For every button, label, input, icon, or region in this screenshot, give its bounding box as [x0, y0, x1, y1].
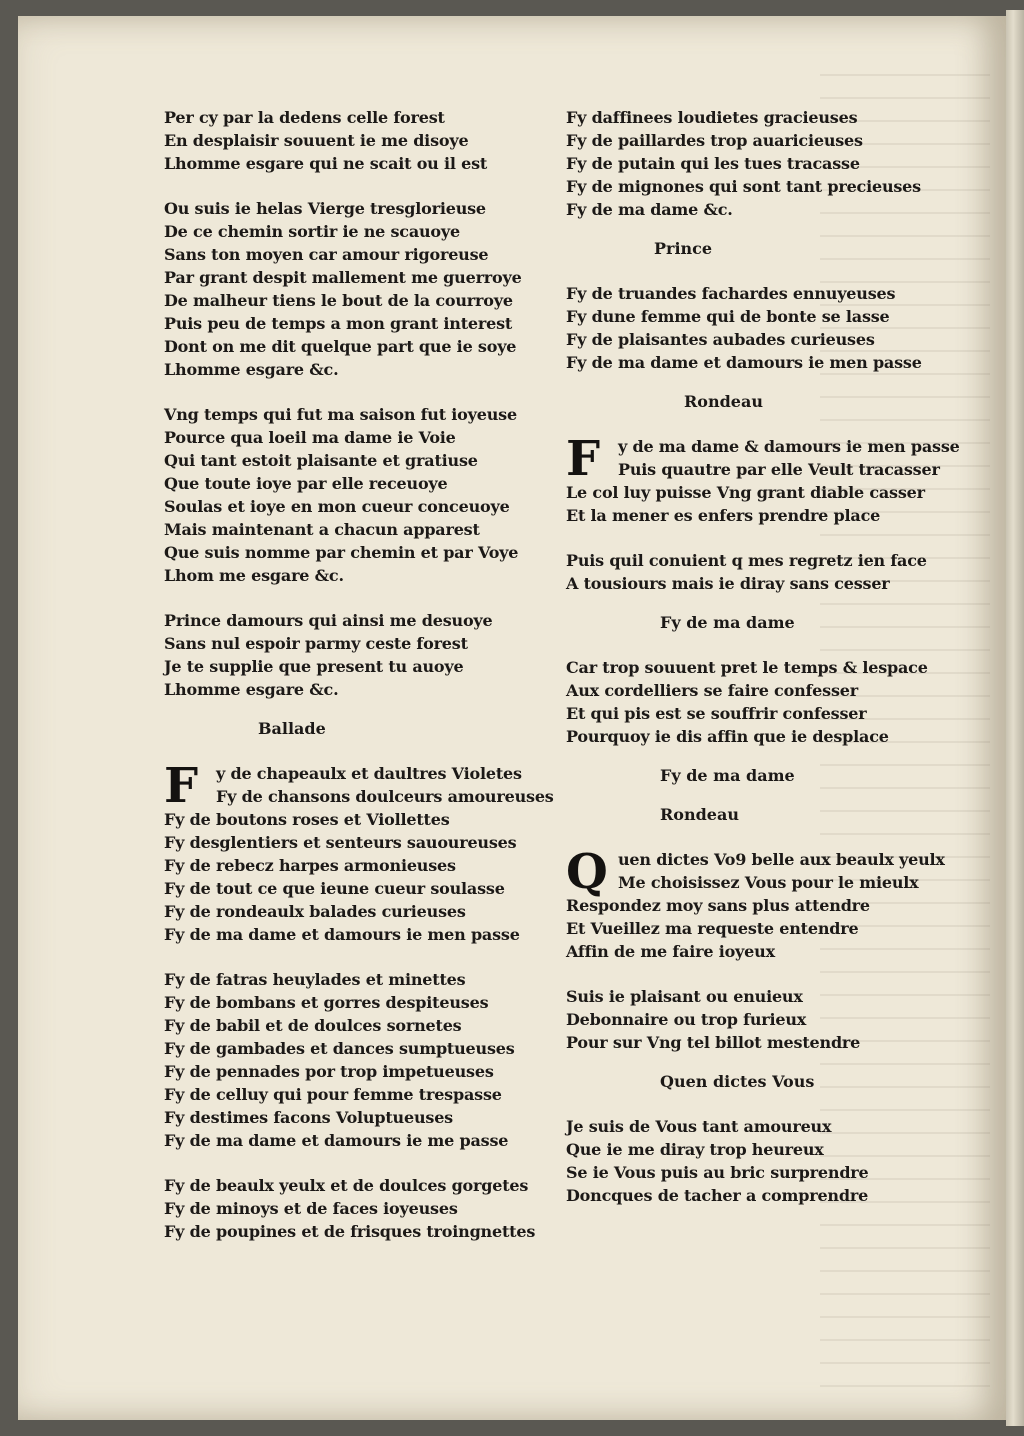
refrain: Fy de ma dame: [660, 613, 795, 632]
ballade-opening: [164, 758, 554, 814]
rondeau-heading: Rondeau: [684, 392, 763, 411]
stanza: [164, 403, 544, 587]
verse-line: Fy de poupines et de frisques troingnettes: [164, 1222, 536, 1241]
verse-line: Lhomme esgare qui ne scait ou il est: [164, 154, 488, 173]
verse-line: Aux cordelliers se faire confesser: [566, 681, 858, 700]
verse-line: Debonnaire ou trop furieux: [566, 1010, 807, 1029]
verse-line: Fy de chansons doulceurs amoureuses: [216, 787, 554, 806]
verse-line: Et la mener es enfers prendre place: [566, 506, 881, 525]
stanza: [164, 106, 544, 175]
verse-line: Fy de minoys et de faces ioyeuses: [164, 1199, 458, 1218]
verse-line: Je suis de Vous tant amoureux: [566, 1117, 832, 1136]
verse-line: Lhom me esgare &c.: [164, 566, 344, 585]
verse-line: Fy de ma dame et damours ie men passe: [164, 925, 520, 944]
verse-line: En desplaisir souuent ie me disoye: [164, 131, 469, 150]
verse-line: Fy de babil et de doulces sornetes: [164, 1016, 462, 1035]
stanza: [164, 968, 544, 1152]
verse-line: Que ie me diray trop heureux: [566, 1140, 824, 1159]
verse-line: Fy de plaisantes aubades curieuses: [566, 330, 875, 349]
verse-line: Fy de paillardes trop auaricieuses: [566, 131, 863, 150]
verse-line: Fy dune femme qui de bonte se lasse: [566, 307, 890, 326]
refrain: Quen dictes Vous: [660, 1072, 815, 1091]
verse-line: uen dictes Vo9 belle aux beaulx yeulx: [618, 850, 945, 869]
verse-line: Soulas et ioye en mon cueur conceuoye: [164, 497, 510, 516]
rondeau-opening: [566, 431, 960, 487]
verse-line: Je te supplie que present tu auoye: [164, 657, 464, 676]
verse-line: De malheur tiens le bout de la courroye: [164, 291, 513, 310]
verse-line: Affin de me faire ioyeux: [566, 942, 775, 961]
verse-line: Fy daffinees loudietes gracieuses: [566, 108, 858, 127]
verse-line: Le col luy puisse Vng grant diable casser: [566, 483, 925, 502]
verse-line: Pour sur Vng tel billot mestendre: [566, 1033, 861, 1052]
verse-line: Et qui pis est se souffrir confesser: [566, 704, 867, 723]
verse-line: Fy de beaulx yeulx et de doulces gorgetes: [164, 1176, 529, 1195]
verse-line: Vng temps qui fut ma saison fut ioyeuse: [164, 405, 517, 424]
drop-capital: F: [566, 431, 601, 487]
verse-line: Et Vueillez ma requeste entendre: [566, 919, 859, 938]
verse-line: Qui tant estoit plaisante et gratiuse: [164, 451, 478, 470]
verse-line: Puis peu de temps a mon grant interest: [164, 314, 513, 333]
verse-line: Ou suis ie helas Vierge tresglorieuse: [164, 199, 486, 218]
verse-line: Sans ton moyen car amour rigoreuse: [164, 245, 489, 264]
verse-line: Fy de gambades et dances sumptueuses: [164, 1039, 515, 1058]
verse-line: Que toute ioye par elle receuoye: [164, 474, 448, 493]
verse-line: Par grant despit mallement me guerroye: [164, 268, 522, 287]
verse-line: Fy de celluy qui pour femme trespasse: [164, 1085, 502, 1104]
verse-line: Fy de ma dame et damours ie me passe: [164, 1131, 509, 1150]
verse-line: Fy de rondeaulx balades curieuses: [164, 902, 466, 921]
verse-line: Fy de tout ce que ieune cueur soulasse: [164, 879, 505, 898]
verse-line: Me choisissez Vous pour le mieulx: [618, 873, 919, 892]
stanza: [566, 656, 946, 748]
drop-capital: Q: [566, 844, 608, 900]
drop-capital: F: [164, 758, 199, 814]
verse-line: Lhomme esgare &c.: [164, 680, 339, 699]
verse-line: Fy destimes facons Voluptueuses: [164, 1108, 453, 1127]
left-column: [164, 106, 554, 1243]
verse-line: Mais maintenant a chacun apparest: [164, 520, 480, 539]
verse-line: Doncques de tacher a comprendre: [566, 1186, 869, 1205]
verse-line: y de ma dame & damours ie men passe: [618, 437, 960, 456]
stanza: [164, 197, 544, 381]
prince-heading: Prince: [654, 239, 713, 258]
verse-line: Fy de rebecz harpes armonieuses: [164, 856, 456, 875]
verse-line: Pourquoy ie dis affin que ie desplace: [566, 727, 889, 746]
verse-line: Puis quautre par elle Veult tracasser: [618, 460, 940, 479]
rondeau-heading: Rondeau: [660, 805, 739, 824]
facing-page-edge: [1006, 10, 1024, 1426]
verse-line: Respondez moy sans plus attendre: [566, 896, 870, 915]
verse-line: A tousiours mais ie diray sans cesser: [566, 574, 890, 593]
verse-line: Sans nul espoir parmy ceste forest: [164, 634, 468, 653]
stanza: [566, 894, 946, 963]
verse-line: Pource qua loeil ma dame ie Voie: [164, 428, 456, 447]
stanza: [164, 1174, 544, 1243]
stanza: [566, 549, 946, 595]
verse-line: Fy de ma dame &c.: [566, 200, 733, 219]
stanza: [566, 1115, 946, 1207]
verse-line: Suis ie plaisant ou enuieux: [566, 987, 803, 1006]
stanza: [566, 106, 946, 221]
verse-line: Fy desglentiers et senteurs sauoureuses: [164, 833, 517, 852]
verse-line: Puis quil conuient q mes regretz ien face: [566, 551, 927, 570]
stanza: [566, 481, 946, 527]
verse-line: Fy de boutons roses et Viollettes: [164, 810, 450, 829]
verse-line: Prince damours qui ainsi me desuoye: [164, 611, 493, 630]
verse-line: Fy de pennades por trop impetueuses: [164, 1062, 494, 1081]
verse-line: Fy de putain qui les tues tracasse: [566, 154, 860, 173]
verse-line: Lhomme esgare &c.: [164, 360, 339, 379]
verse-line: y de chapeaulx et daultres Violetes: [216, 764, 522, 783]
stanza: [566, 985, 946, 1054]
stanza: [164, 808, 544, 946]
ballade-heading: Ballade: [258, 719, 326, 738]
right-column: [566, 106, 960, 1207]
verse-line: Fy de truandes fachardes ennuyeuses: [566, 284, 896, 303]
envoy: [164, 609, 544, 701]
verse-line: Fy de mignones qui sont tant precieuses: [566, 177, 921, 196]
verse-line: Que suis nomme par chemin et par Voye: [164, 543, 519, 562]
verse-line: Per cy par la dedens celle forest: [164, 108, 445, 127]
envoy: [566, 282, 946, 374]
verse-line: Se ie Vous puis au bric surprendre: [566, 1163, 869, 1182]
refrain: Fy de ma dame: [660, 766, 795, 785]
verse-line: Fy de ma dame et damours ie men passe: [566, 353, 922, 372]
verse-line: Dont on me dit quelque part que ie soye: [164, 337, 517, 356]
rondeau-opening: [566, 844, 946, 900]
verse-line: Car trop souuent pret le temps & lespace: [566, 658, 928, 677]
verse-line: De ce chemin sortir ie ne scauoye: [164, 222, 460, 241]
verse-line: Fy de bombans et gorres despiteuses: [164, 993, 489, 1012]
verse-line: Fy de fatras heuylades et minettes: [164, 970, 466, 989]
